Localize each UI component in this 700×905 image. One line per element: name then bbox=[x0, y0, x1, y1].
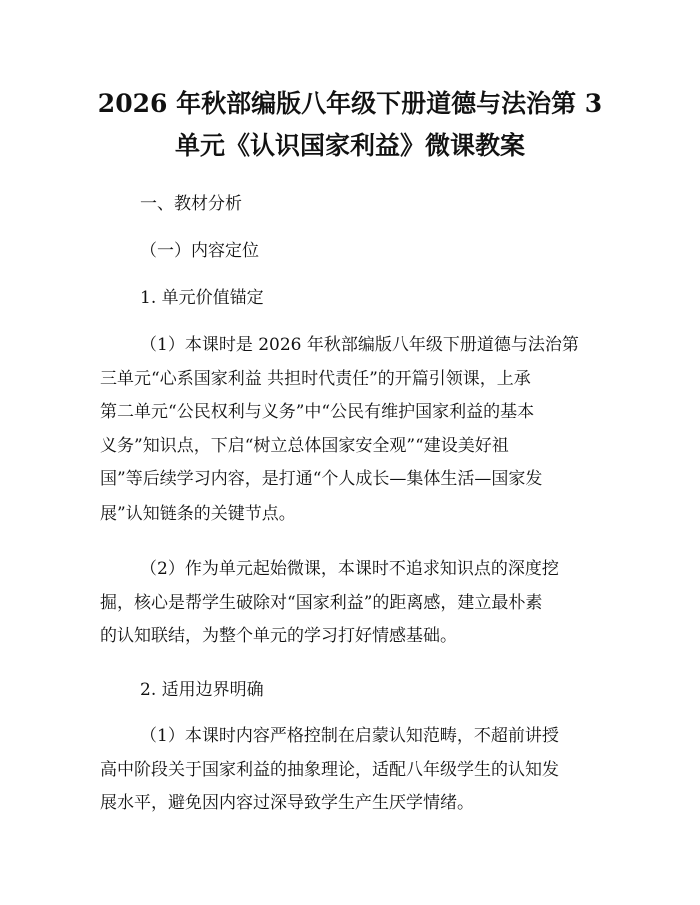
item-heading-1: 1. 单元价值锚定 bbox=[140, 288, 264, 308]
item-heading-2: 2. 适用边界明确 bbox=[140, 680, 264, 700]
subsection-heading: （一）内容定位 bbox=[140, 241, 259, 261]
document-title-line-1: 2026 年秋部编版八年级下册道德与法治第 3 bbox=[97, 89, 603, 118]
section-heading: 一、教材分析 bbox=[140, 194, 242, 214]
paragraph-1-line-4: 义务”知识点，下启“树立总体国家安全观”“建设美好祖 bbox=[100, 436, 509, 456]
paragraph-1-line-2: 三单元“心系国家利益 共担时代责任”的开篇引领课，上承 bbox=[100, 369, 531, 389]
paragraph-1-line-5: 国”等后续学习内容，是打通“个人成长—集体生活—国家发 bbox=[100, 469, 543, 489]
paragraph-1-line-3: 第二单元“公民权利与义务”中“公民有维护国家利益的基本 bbox=[100, 402, 535, 422]
paragraph-1-line-1: （1）本课时是 2026 年秋部编版八年级下册道德与法治第 bbox=[140, 335, 579, 355]
paragraph-2-line-1: （2）作为单元起始微课，本课时不追求知识点的深度挖 bbox=[140, 559, 559, 579]
paragraph-1-line-6: 展”认知链条的关键节点。 bbox=[100, 504, 296, 524]
paragraph-3-line-1: （1）本课时内容严格控制在启蒙认知范畴，不超前讲授 bbox=[140, 726, 559, 746]
paragraph-2-line-3: 的认知联结，为整个单元的学习打好情感基础。 bbox=[100, 626, 457, 646]
paragraph-3-line-2: 高中阶段关于国家利益的抽象理论，适配八年级学生的认知发 bbox=[100, 760, 559, 780]
document-title-line-2: 单元《认识国家利益》微课教案 bbox=[174, 131, 525, 160]
paragraph-3-line-3: 展水平，避免因内容过深导致学生产生厌学情绪。 bbox=[100, 793, 474, 813]
paragraph-2-line-2: 掘，核心是帮学生破除对“国家利益”的距离感，建立最朴素 bbox=[100, 593, 543, 613]
